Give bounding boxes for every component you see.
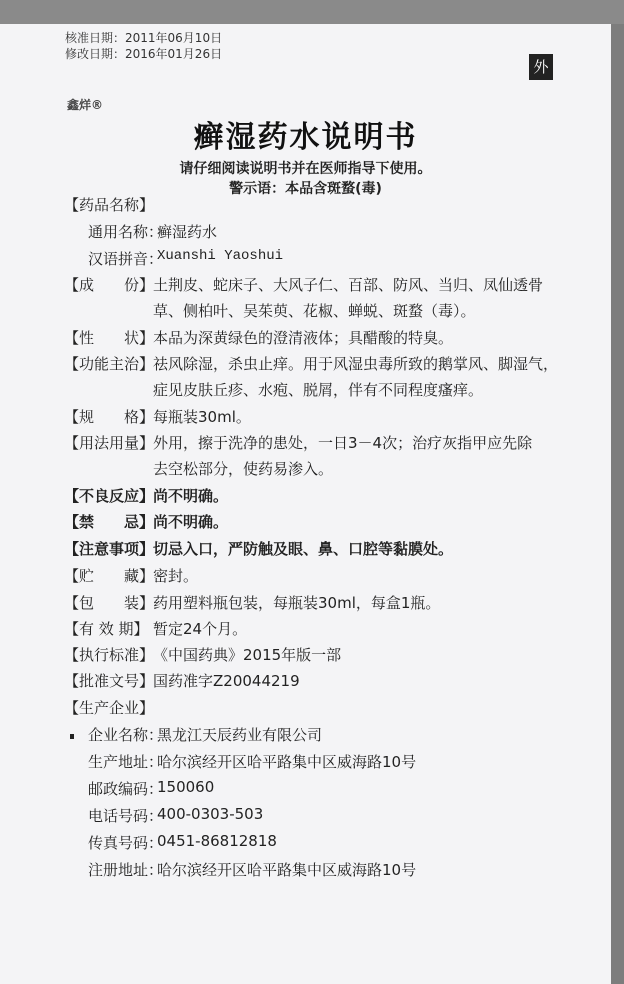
standard-label: 【执行标准】 xyxy=(64,646,155,664)
precautions-label: 【注意事项】 xyxy=(64,540,155,558)
production-address-value: 哈尔滨经开区哈平路集中区威海路10号 xyxy=(157,753,417,771)
validity-label: 【有 效 期】 xyxy=(64,620,149,638)
properties-label: 【性 状】 xyxy=(64,329,155,347)
precautions-text: 切忌入口，严防触及眼、鼻、口腔等黏膜处。 xyxy=(153,540,454,558)
postcode-label: 邮政编码： xyxy=(88,780,164,798)
page-title: 癣湿药水说明书 xyxy=(193,120,418,155)
registered-address-label: 注册地址： xyxy=(88,861,164,879)
registered-address-value: 哈尔滨经开区哈平路集中区威海路10号 xyxy=(157,861,417,879)
revision-date: 修改日期：2016年01月26日 xyxy=(65,47,223,61)
contraindications-text: 尚不明确。 xyxy=(153,513,229,531)
postcode-value: 150060 xyxy=(157,778,215,796)
validity-text: 暂定24个月。 xyxy=(153,620,248,638)
pinyin-label: 汉语拼音： xyxy=(88,250,164,268)
approval-date: 核准日期：2011年06月10日 xyxy=(65,31,223,45)
properties-text: 本品为深黄绿色的澄清液体；具醋酸的特臭。 xyxy=(153,329,454,347)
dosage-line-2: 去空松部分，使药易渗入。 xyxy=(153,460,334,478)
package-label: 【包 装】 xyxy=(64,594,155,612)
approval-number-label: 【批准文号】 xyxy=(64,672,155,690)
dosage-label: 【用法用量】 xyxy=(64,434,155,452)
external-use-badge: 外 xyxy=(529,54,553,80)
contraindications-label: 【禁 忌】 xyxy=(64,513,155,531)
print-dot xyxy=(70,734,74,739)
indications-line-1: 祛风除湿，杀虫止痒。用于风湿虫毒所致的鹅掌风、脚湿气， xyxy=(153,355,559,373)
pinyin-value: Xuanshi Yaoshui xyxy=(157,248,284,264)
ingredients-line-1: 土荆皮、蛇床子、大风子仁、百部、防风、当归、凤仙透骨 xyxy=(153,276,544,294)
specification-text: 每瓶装30ml。 xyxy=(153,408,251,426)
warning-text: 警示语：本品含斑蝥(毒) xyxy=(229,181,382,197)
ingredients-line-2: 草、侧柏叶、吴茱萸、花椒、蝉蜕、斑蝥（毒）。 xyxy=(153,302,476,320)
dosage-line-1: 外用，擦于洗净的患处，一日3－4次；治疗灰指甲应先除 xyxy=(153,434,533,452)
adverse-text: 尚不明确。 xyxy=(153,487,229,505)
fax-value: 0451-86812818 xyxy=(157,832,277,850)
instruction-text: 请仔细阅读说明书并在医师指导下使用。 xyxy=(179,161,432,177)
production-address-label: 生产地址： xyxy=(88,753,164,771)
adverse-label: 【不良反应】 xyxy=(64,487,155,505)
storage-text: 密封。 xyxy=(153,567,199,585)
drug-name-label: 【药品名称】 xyxy=(64,196,155,214)
fax-label: 传真号码： xyxy=(88,834,164,852)
standard-text: 《中国药典》2015年版一部 xyxy=(153,646,342,664)
company-value: 黑龙江天辰药业有限公司 xyxy=(157,726,323,744)
approval-number-text: 国药准字Z20044219 xyxy=(153,672,300,690)
phone-value: 400-0303-503 xyxy=(157,805,264,823)
ingredients-label: 【成 份】 xyxy=(64,276,155,294)
specification-label: 【规 格】 xyxy=(64,408,155,426)
indications-line-2: 症见皮肤丘疹、水疱、脱屑，伴有不同程度瘙痒。 xyxy=(153,381,484,399)
brand-logo: 鑫烊® xyxy=(67,98,104,112)
scan-top-border xyxy=(0,0,624,24)
manufacturer-label: 【生产企业】 xyxy=(64,699,155,717)
company-label: 企业名称： xyxy=(88,726,164,744)
phone-label: 电话号码： xyxy=(88,807,164,825)
package-text: 药用塑料瓶包装，每瓶装30ml，每盒1瓶。 xyxy=(153,594,441,612)
storage-label: 【贮 藏】 xyxy=(64,567,155,585)
indications-label: 【功能主治】 xyxy=(64,355,155,373)
common-name-label: 通用名称： xyxy=(88,223,164,241)
common-name-value: 癣湿药水 xyxy=(157,223,218,241)
